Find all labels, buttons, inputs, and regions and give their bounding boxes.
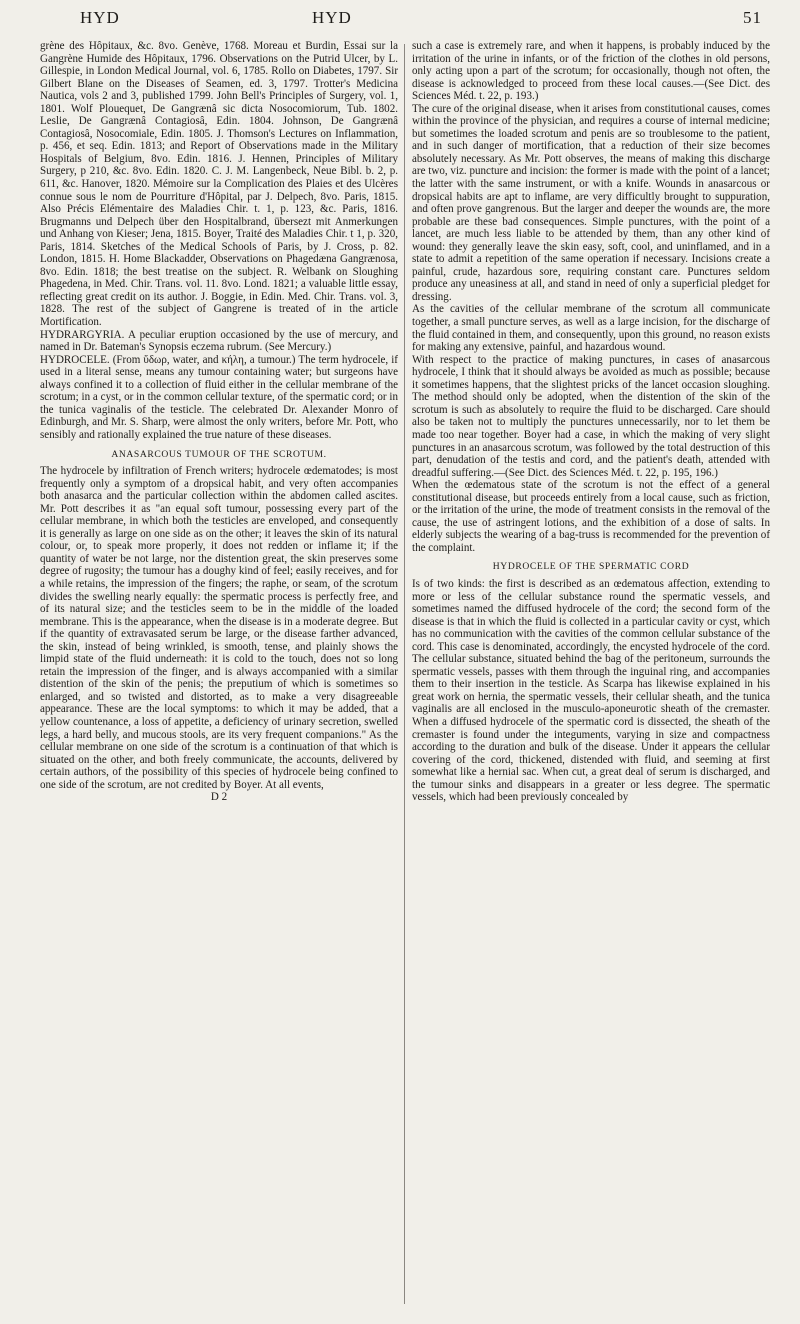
spermatic-cord-paragraph: Is of two kinds: the first is described as an œdematous affection, extending to more or less of the cellular substance round the spermatic vessels, and sometimes named the diffused hydrocele of the cord; the second form of the disease is that in which the fluid is collected in a particular cavity or cyst, which has no communication with the cavities of the common cellular substance of the cord. This case is denominated, accordingly, the encysted hydrocele of the cord. The cellular substance, situated behind the bag of the peritoneum, surrounds the spermatic vessels, passes with them through the inguinal ring, and accompanies them to their insertion in the testicle. As Scarpa has likewise explained in his great work on hernia, the spermatic vessels, their cellular sheath, and the tunica vaginalis are all enclosed in the musculo-aponeurotic sheath of the cremaster. When a diffused hydrocele of the spermatic cord is dissected, the sheath of the cremaster is found under the integuments, varying in size and compactness according to the duration and bulk of the disease. Under it appears the cellular covering of the cord, thickened, distended with fluid, and seeming at first somewhat like a hernial sac. When cut, a great deal of serum is discharged, and the tumour sinks and disappears in a greater or less degree. The spermatic vessels, which had been previously concealed by bbox=[412, 577, 770, 804]
cure-paragraph: The cure of the original disease, when it arises from constitutional causes, comes within the province of the physician, and requires a course of internal medicine; but sometimes the loaded scrotum and penis are so troublesome to the patient, and in such danger of mortification, that a reduction of their size becomes absolutely necessary. As Mr. Pott observes, the means of making this discharge are two, viz. puncture and incision: the former is made with the point of a lancet; the latter with the same instrument, or with a knife. Wounds in anasarcous or dropsical habits are apt to inflame, are very difficultly brought to suppuration, and often prove gangrenous. But the larger and deeper the wounds are, the more probable are these bad consequences. Simple punctures, with the point of a lancet, are much less liable to be attended by them, than any other kind of wound: they generally leave the skin easy, soft, cool, and uninflamed, and in a state to admit a repetition of the same operation if necessary. Incisions create a painful, crude, hazardous sore, requiring constant care. Punctures seldom produce any uneasiness at all, and stand in need of only a superficial pledget for dressing. bbox=[412, 102, 770, 303]
running-header bbox=[40, 8, 770, 34]
right-column bbox=[412, 40, 770, 804]
oedematous-paragraph: When the œdematous state of the scrotum is not the effect of a general constitutional disease, but proceeds entirely from a local cause, such as friction, or the irritation of the urine, the mode of treatment consists in the removal of the cause, the use of astringent lotions, and the exhibition of a dose of salts. In elderly subjects the wearing of a bag-truss is recommended for the prevention of the complaint. bbox=[412, 479, 770, 554]
column-divider bbox=[404, 44, 405, 1304]
header-center-word: HYD bbox=[312, 8, 352, 27]
cavities-paragraph: As the cavities of the cellular membrane of the scrotum all communicate together, a small puncture serves, as well as a large incision, for the discharge of the fluid contained in them, and consequently, upon this ground, no reason exists for making any extensive, painful, and hazardous wound. bbox=[412, 303, 770, 354]
section-heading-anasarcous: ANASARCOUS TUMOUR OF THE SCROTUM. bbox=[111, 448, 327, 460]
section-heading-spermatic-cord: HYDROCELE OF THE SPERMATIC CORD bbox=[492, 561, 690, 573]
anasarcous-paragraph: The hydrocele by infiltration of French writers; hydrocele œdematodes; is most frequently only a symptom of a dropsical habit, and very often accompanies both anasarca and the particular collection within the abdomen called ascites. Mr. Pott describes it as "an equal soft tumour, possessing every part of the cellular membrane, in which both the testicles are enveloped, and consequently it is generally as large on one side as on the other; it leaves the skin of its natural colour, or, to speak more properly, it does not redden or inflame it; if the quantity of water be not large, nor the distention great, the skin preserves some degree of rugosity; the tumour has a doughy kind of feel; easily receives, and for a while retains, the impression of the fingers; the raphe, or seam, of the scrotum divides the swelling nearly equally: the spermatic process is perfectly free, and of its natural size; and the testicles seem to be in the middle of the loaded membrane. This is the appearance, when the disease is in a moderate degree. But if the quantity of extravasated serum be large, or the disease farther advanced, the skin, instead of being wrinkled, is smooth, tense, and plainly shows the limpid state of the fluid underneath: it is cold to the touch, does not so long retain the impression of the finger, and is always accompanied with a similar distention of the skin of the penis; the preputium of which is sometimes so enlarged, and so twisted and distorted, as to make a very disagreeable appearance. These are the local symptoms: to which it may be added, that a yellow countenance, a loss of appetite, a deficiency of urinary secretion, swelled legs, a hard belly, and mucous stools, are its very frequent companions." As the cellular membrane on one side of the scrotum is a continuation of that which is situated on the other, and both freely communicate, the accounts, delivered by certain authors, of the possibility of this species of hydrocele being confined to one side of the scrotum, are not credited by Boyer. At all events, bbox=[40, 465, 398, 791]
entry-hydrargyria: HYDRARGYRIA. A peculiar eruption occasioned by the use of mercury, and named in Dr. Bateman's Synopsis eczema rubrum. (See Mercury.) bbox=[40, 328, 398, 354]
punctures-paragraph: With respect to the practice of making punctures, in cases of anasarcous hydrocele, I think that it should always be avoided as much as possible; because it sometimes happens, that the slightest pricks of the lancet occasion sloughing. The method should only be adopted, when the distention of the skin of the scrotum is such as absolutely to require the fluid to be discharged. Care should also be taken not to multiply the punctures unnecessarily, nor to let them be made too near together. Boyer had a case, in which the making of very slight punctures in an anasarcous scrotum, was followed by the total destruction of this part, denudation of the testis and cord, and the patient's death, attended with dreadful suffering.—(See Dict. des Sciences Méd. t. 22, p. 195, 196.) bbox=[412, 353, 770, 479]
signature-mark: D 2 bbox=[210, 791, 228, 804]
header-left-word: HYD bbox=[80, 8, 120, 27]
page-number: 51 bbox=[743, 8, 762, 27]
rare-case-paragraph: such a case is extremely rare, and when it happens, is probably induced by the irritation of the urine in infants, or of the friction of the clothes in old persons, only acting upon a part of the scrotum; for occasionally, though not often, the disease is acknowledged to proceed from these local causes.—(See Dict. des Sciences Méd. t. 22, p. 193.) bbox=[412, 40, 770, 103]
bibliography-paragraph: grène des Hôpitaux, &c. 8vo. Genève, 1768. Moreau et Burdin, Essai sur la Gangrène Humide des Hôpitaux, 1796. Observations on the Putrid Ulcer, by L. Gillespie, in London Medical Journal, vol. 6, 1785. Rollo on Diabetes, 1797. Sir Gilbert Blane on the Diseases of Seamen, ed. 3, 1797. Trotter's Medicina Nautica, vols 2 and 3, published 1799. John Bell's Principles of Surgery, vol. 1, 1801. Wolf Plouequet, De Gangrænâ sic dicta Nosocomiorum, Tub. 1802. Leslie, De Gangrænâ Contagiosâ, Edin. 1804. Johnson, De Gangrænâ Contagiosâ, Nosocomiale, Edin. 1805. J. Thomson's Lectures on Inflammation, p. 456, et seq. Edin. 1813; and Report of Observations made in the Military Hospitals of Belgium, 8vo. Edin. 1816. J. Hennen, Principles of Military Surgery, p 210, &c. 8vo. Edin. 1820. C. J. M. Langenbeck, Neue Bibl. b. 2, p. 611, &c. Hanover, 1820. Mémoire sur la Complication des Plaies et des Ulcères connue sous le nom de Pourriture d'Hôpital, par J. Delpech, 8vo. Paris, 1815. Also Précis Elémentaire des Maladies Chir. t. 1, p. 123, &c. Paris, 1816. Brugmanns und Delpech über den Hospitalbrand, übersezt mit Anmerkungen und Anhang von Kieser; Jena, 1815. Boyer, Traité des Maladies Chir. t 1, p. 320, Paris, 1814. Sketches of the Medical Schools of Paris, by J. Cross, p. 82. London, 1815. H. Home Blackadder, Observations on Phagedæna Gangrænosa, 8vo. Edin. 1818; the best treatise on the subject. R. Welbank on Sloughing Phagedena, in Med. Chir. Trans. vol. 11. 8vo. Lond. 1821; a valuable little essay, reflecting great credit on its author. J. Boggie, in Edin. Med. Chir. Trans. vol. 3, 1828. The rest of the subject of Gangrene is treated of in the article Mortification. bbox=[40, 40, 398, 329]
entry-hydrocele: HYDROCELE. (From ὕδωρ, water, and κήλη, a tumour.) The term hydrocele, if used in a literal sense, means any tumour containing water; but surgeons have always confined it to a collection of fluid either in the cellular membrane of the scrotum; in a cyst, or in the common cellular texture, of the spermatic cord; or in the tunica vaginalis of the testicle. The celebrated Dr. Alexander Monro of Edinburgh, and Mr. S. Sharp, were almost the only writers, before Mr. Pott, who sensibly and rationally explained the true nature of these diseases. bbox=[40, 353, 398, 441]
left-column bbox=[40, 40, 398, 804]
